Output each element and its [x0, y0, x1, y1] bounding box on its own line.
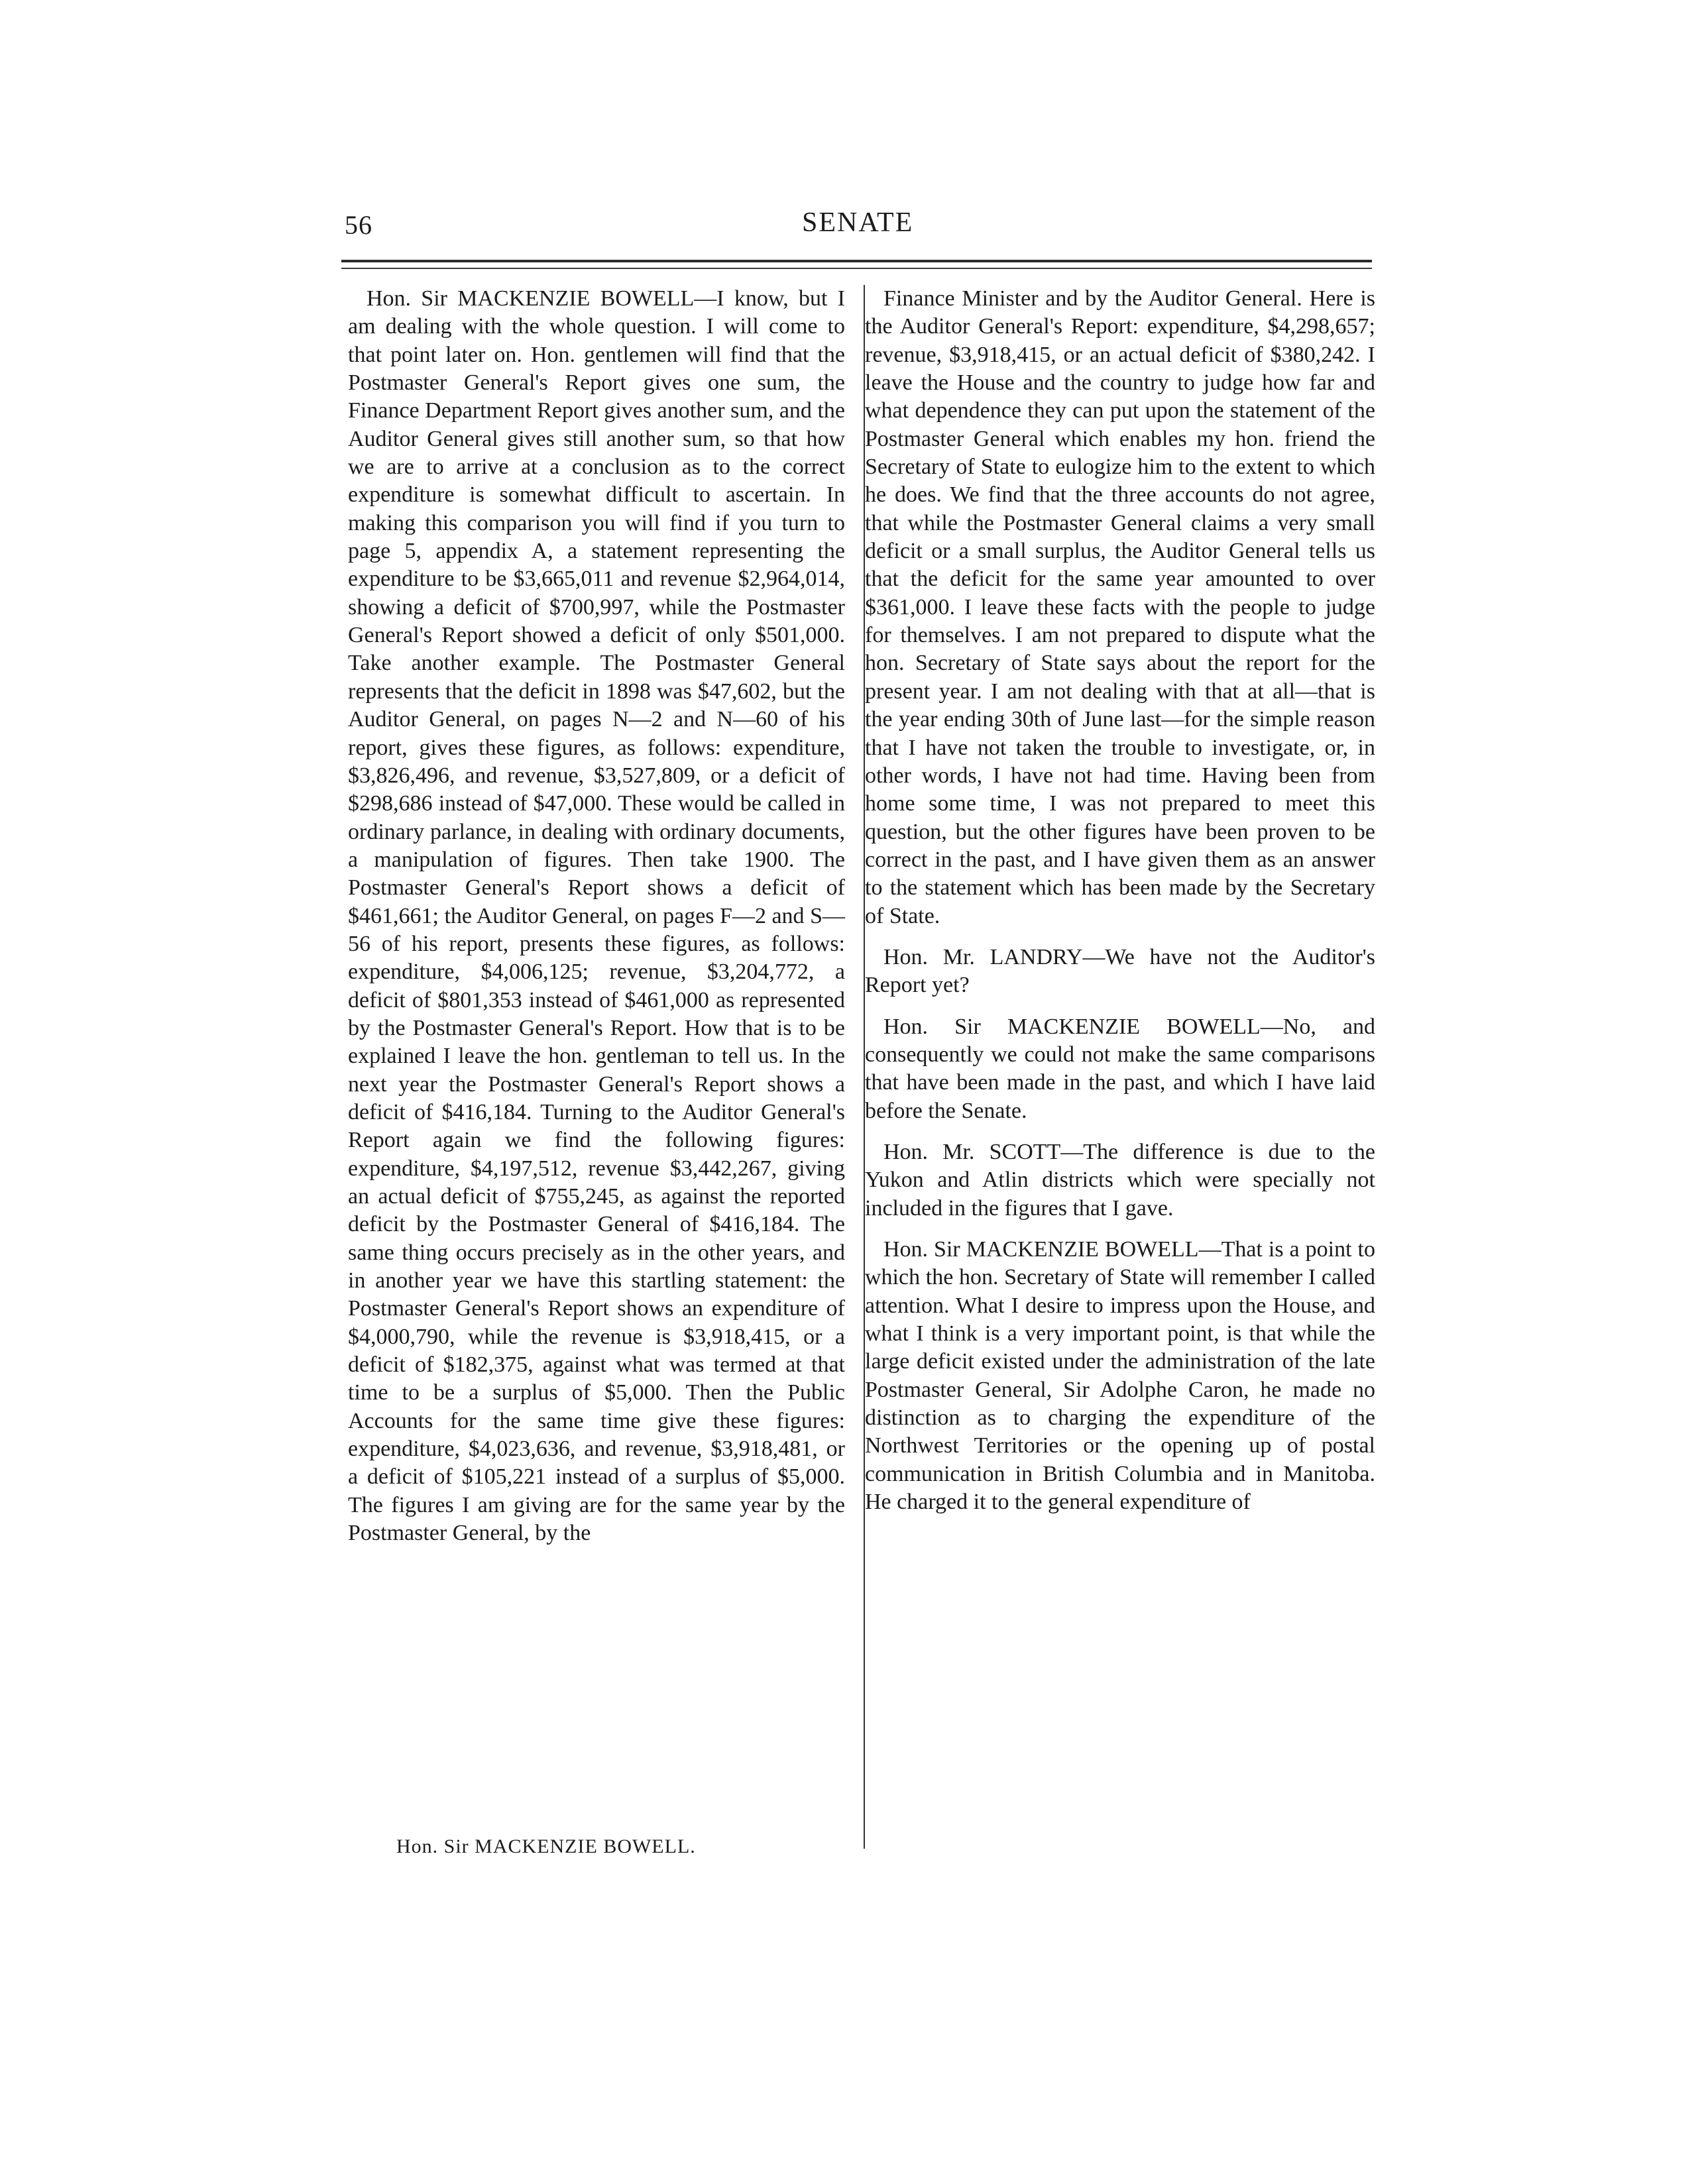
paragraph: Hon. Mr. LANDRY—We have not the Auditor's Report yet? [865, 944, 1375, 998]
paragraph: Hon. Sir MACKENZIE BOWELL—No, and consequently we could not make the same comparisons that have been made in the past, and which I have laid before the Senate. [865, 1014, 1375, 1123]
paragraph: Hon. Sir MACKENZIE BOWELL—That is a point to which the hon. Secretary of State will remember I called attention. What I desire to impress upon the House, and what I think is a very important point, is that while the large deficit existed under the administration of the late Postmaster General, Sir Adolphe Caron, he made no distinction as to charging the expenditure of the Northwest Territories or the opening up of postal communication in British Columbia and in Manitoba. He charged it to the general expenditure of [865, 1237, 1375, 1515]
header-rule [341, 260, 1372, 262]
paragraph: Finance Minister and by the Auditor General. Here is the Auditor General's Report: expenditure, $4,298,657; revenue, $3,918,415, or an actual deficit of $380,242. I leave the House and the country to judge how far and what dependence they can put upon the statement of the Postmaster General which enables my hon. friend the Secretary of State to eulogize him to the extent to which he does. We find that the three accounts do not agree, that while the Postmaster General claims a very small deficit or a small surplus, the Auditor General tells us that the deficit for the same year amounted to over $361,000. I leave these facts with the people to judge for themselves. I am not prepared to dispute what the hon. Secretary of State says about the report for the present year. I am not dealing with that at all—that is the year ending 30th of June last—for the simple reason that I have not taken the trouble to investigate, or, in other words, I have not had time. Having been from home some time, I was not prepared to meet this question, but the other figures have been proven to be correct in the past, and I have given them as an answer to the statement which has been made by the Secretary of State. [865, 286, 1375, 928]
left-column [348, 285, 845, 1560]
page-number: 56 [345, 210, 372, 240]
header-rule-thin [341, 268, 1372, 269]
paragraph: Hon. Sir MACKENZIE BOWELL—I know, but I am dealing with the whole question. I will come to that point later on. Hon. gentlemen will find that the Postmaster General's Report gives one sum, the Finance Department Report gives another sum, and the Auditor General gives still another sum, so that how we are to arrive at a conclusion as to the correct expenditure is somewhat difficult to ascertain. In making this comparison you will find if you turn to page 5, appendix A, a statement representing the expenditure to be $3,665,011 and revenue $2,964,014, showing a deficit of $700,997, while the Postmaster General's Report showed a deficit of only $501,000. Take another example. The Postmaster General represents that the deficit in 1898 was $47,602, but the Auditor General, on pages N—2 and N—60 of his report, gives these figures, as follows: expenditure, $3,826,496, and revenue, $3,527,809, or a deficit of $298,686 instead of $47,000. These would be called in ordinary parlance, in dealing with ordinary documents, a manipulation of figures. Then take 1900. The Postmaster General's Report shows a deficit of $461,661; the Auditor General, on pages F—2 and S—56 of his report, presents these figures, as follows: expenditure, $4,006,125; revenue, $3,204,772, a deficit of $801,353 instead of $461,000 as represented by the Postmaster General's Report. How that is to be explained I leave the hon. gentleman to tell us. In the next year the Postmaster General's Report shows a deficit of $416,184. Turning to the Auditor General's Report again we find the following figures: expenditure, $4,197,512, revenue $3,442,267, giving an actual deficit of $755,245, as against the reported deficit by the Postmaster General of $416,184. The same thing occurs precisely as in the other years, and in another year we have this startling statement: the Postmaster General's Report shows an expenditure of $4,000,790, while the revenue is $3,918,415, or a deficit of $182,375, against what was termed at that time to be a surplus of $5,000. Then the Public Accounts for the same time give these figures: expenditure, $4,023,636, and revenue, $3,918,481, or a deficit of $105,221 instead of a surplus of $5,000. The figures I am giving are for the same year by the Postmaster General, by the [348, 286, 845, 1546]
running-head: SENATE [802, 207, 914, 238]
right-column [865, 285, 1375, 1529]
paragraph: Hon. Mr. SCOTT—The difference is due to the Yukon and Atlin districts which were specially not included in the figures that I gave. [865, 1139, 1375, 1221]
footer-speaker: Hon. Sir MACKENZIE BOWELL. [396, 1835, 696, 1857]
